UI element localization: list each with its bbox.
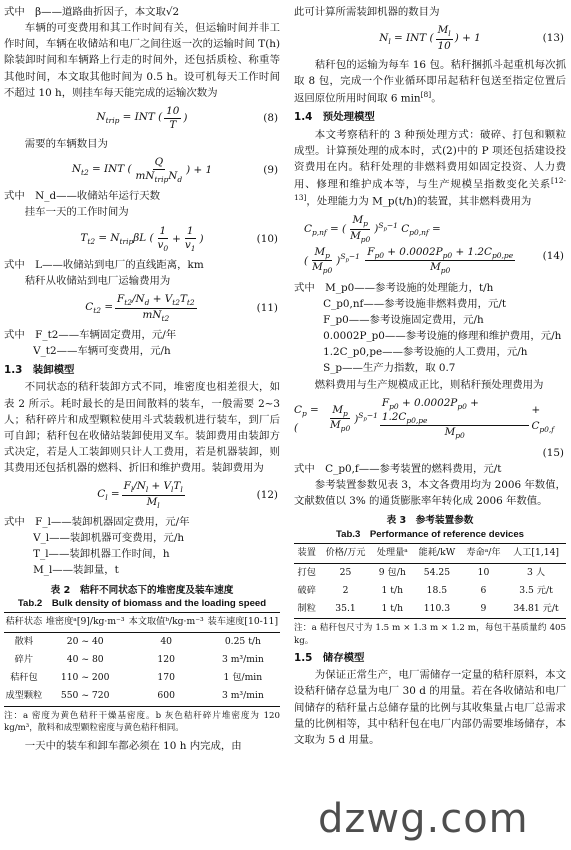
- section-1-4-heading: 1.4 预处理模型: [294, 111, 375, 124]
- text-storage-model: 为保证正常生产，电厂需储存一定量的秸秆原料，本文设秸秆储存总量为电厂 30 d 的用量。若在各收储站和电厂间储存的秸秆量占总储存量的比例与其收集量占电厂总需求量的比例相等，其中秸秆包在电厂内部仍需要堆场储存，本文取为 5 d 用量。: [294, 669, 566, 746]
- table-cell: 40: [160, 635, 173, 647]
- table-cell: 110 ~ 200: [60, 672, 110, 684]
- equation-12: $C_l$ = $\frac{F_l/N_l + V_lT_l}{M_l}$ (12): [97, 480, 278, 510]
- equation-9-number: (9): [263, 164, 278, 177]
- table-cell: 20 ~ 40: [66, 635, 104, 647]
- table-cell: 40 ~ 80: [66, 653, 104, 665]
- equation-14-number: (14): [542, 250, 564, 263]
- equation-11-number: (11): [256, 302, 278, 315]
- table-cell: 600: [157, 690, 175, 702]
- def-ft2: 式中 F_t2——车辆固定费用，元/年: [4, 329, 177, 342]
- watermark-logo: dzwg.com: [318, 796, 529, 842]
- table-2-caption-en: Tab.2 Bulk density of biomass and the loading speed: [17, 597, 267, 609]
- text-loading-time: 一天中的装车和卸车都必须在 10 h 内完成，由: [24, 739, 242, 752]
- table-cell: 0.25 t/h: [224, 635, 261, 647]
- table-3-header-cell: 价格/万元: [325, 547, 366, 559]
- table-cell: 35.1: [335, 603, 356, 614]
- table-cell: 秸秆包: [10, 672, 38, 684]
- equation-13: $N_l$ = INT ( $\frac{M_l}{10}$ ) + 1 (13): [379, 24, 564, 52]
- table-cell: 120: [157, 653, 175, 665]
- equation-10: $T_{t2} = N_{trip}\beta L$ ( $\frac{1}{v_0}$ + $\frac{1}{v_1}$ ) (10): [80, 224, 278, 253]
- table-cell: 10: [477, 566, 490, 578]
- table-cell: 6: [480, 584, 487, 596]
- table-cell: 9 包/h: [378, 566, 406, 578]
- equation-9: $N_{t2}$ = INT ( $\frac{Q}{mN_{trip}N_d}$ ) + 1 (9): [71, 155, 278, 184]
- table-cell: 1 包/min: [223, 672, 263, 684]
- def-mp0: 式中 M_p0——参考设施的处理能力，t/h: [294, 281, 494, 294]
- table-cell: 170: [157, 672, 175, 684]
- table-cell: 3.5 元/t: [519, 584, 553, 596]
- table-2-header-cell: 堆密度ᵃ[9]/kg·m⁻³: [45, 616, 125, 628]
- equation-12-number: (12): [256, 489, 278, 502]
- text-work-time: 挂车一天的工作时间为: [24, 206, 129, 219]
- table-3-caption-en: Tab.3 Performance of reference devices: [335, 528, 525, 540]
- section-1-5-heading: 1.5 储存模型: [294, 652, 365, 665]
- text-reference-params: 参考装置参数见表 3，本文各费用均为 2006 年数值，文献数值以 3% 的通货膨胀率年转化成 2006 年数值。: [294, 479, 566, 508]
- table-3-header-row: [294, 544, 566, 563]
- table-3-note: 注：a 秸秆包尺寸为 1.5 m × 1.3 m × 1.2 m，每包干基质量约 405 kg。: [294, 623, 566, 646]
- text-transport-cost: 秸秆从收储站到电厂运输费用为: [24, 275, 171, 288]
- right-column: [294, 4, 566, 748]
- table-cell: 1 t/h: [381, 584, 403, 596]
- text-loading-model: 不同状态的秸秆装卸方式不同，堆密度也相差很大，如表 2 所示。耗时最长的是田间散料的装车，一般需要 2~3 人；秸秆碎片和成型颗粒使用斗式装载机进行装车，到厂后可自卸；秸秆包在收储站装卸使用叉车。装卸费用由装卸方式决定，若是人工装卸则只计人工费用，若是机器装卸，则其费用还包括机器的燃料、折旧和维护费用。装卸费用为: [4, 381, 280, 475]
- table-row: [4, 687, 280, 706]
- table-3: [294, 514, 566, 647]
- table-row: [4, 651, 280, 669]
- equation-8: $N_{trip}$ = INT ( $\frac{10}{T}$ ) (8): [96, 104, 278, 131]
- table-row: [4, 669, 280, 687]
- table-2-header-cell: 秸秆状态: [5, 616, 43, 628]
- table-row: [4, 632, 280, 651]
- left-column: [4, 4, 280, 754]
- table-row: [294, 582, 566, 600]
- equation-10-number: (10): [256, 232, 278, 245]
- table-row: [294, 600, 566, 619]
- equation-11: $C_{t2}$ = $\frac{F_{t2}/N_d + V_{t2}T_{t2}}{mN_{t2}}$ (11): [85, 293, 278, 323]
- def-vl: V_l——装卸机器可变费用，元/h: [33, 532, 185, 545]
- table-cell: 550 ~ 720: [60, 690, 110, 702]
- table-2-header-cell: 本文取值ᵇ/kg·m⁻³: [128, 616, 204, 628]
- table-3-grid: [294, 543, 566, 619]
- def-cf: 式中 C_p0,f——参考装置的燃料费用，元/t: [294, 463, 502, 476]
- def-sp: S_p——生产力指数，取 0.7: [323, 362, 456, 375]
- text-loader-count: 此可计算所需装卸机器的数目为: [294, 6, 440, 18]
- table-3-header-cell: 处理量ᵃ: [376, 547, 408, 559]
- table-cell: 54.25: [423, 566, 451, 578]
- table-2-grid: [4, 612, 280, 706]
- text-preprocess-model: 本文考察秸秆的 3 种预处理方式：破碎、打包和颗粒成型。计算预处理的成本时，式(2)中的 P 项还包括建设投资费用在内。秸秆处理的非燃料费用如固定投资、人力费用、修理和维护成本等，与生产规模呈指数变化关系[12-13]，处理能力为 M_p(t/h)的装置，其非燃料费用为: [294, 128, 566, 208]
- citation: [8]: [420, 89, 432, 99]
- table-2-header-row: [4, 613, 280, 632]
- text-transport-time: 车辆的可变费用和其工作时间有关，但运输时间并非工作时间，车辆在收储站和电厂之间往返一次的运输时间 T(h)除装卸时间和车辆路上行走的时间外，还包括质检、称重等其他时间，本文取其他时间为 0.5 h。设可机每天工作时间不超过 10 h，则挂车每天能完成的运输次数为: [4, 22, 280, 99]
- table-cell: 3 m³/min: [221, 690, 264, 702]
- def-labor: 1.2C_p0,pe——参考设施的人工费用，元/h: [323, 346, 528, 359]
- equation-14: $C_{p,nf}$ = ( $\frac{M_p}{M_{p0}}$ )$^{S_p-1}$ $C_{p0,nf}$ = ( $\frac{M_p}{M_{p0}}$ )$^{S_p-1}$ $\frac{F_{p0} + 0.0002P_{p0} + 1.2C_{p0,pe}}{M_{p0}}$ (14): [304, 214, 564, 276]
- text-fuel-cost: 燃料费用与生产规模成正比，则秸秆预处理费用为: [314, 378, 544, 391]
- table-2: [4, 584, 280, 735]
- def-nd: 式中 N_d——收储站年运行天数: [4, 190, 161, 203]
- table-cell: 2: [342, 584, 349, 596]
- table-cell: 制粒: [297, 603, 316, 614]
- def-cnf: C_p0,nf——参考设施非燃料费用，元/t: [323, 297, 507, 310]
- table-cell: 25: [339, 566, 352, 578]
- text-bale-transport: 秸秆包的运输为每车 16 包。秸秆捆抓斗起重机每次抓取 8 包，完成一个作业循环即吊起秸秆包送至指定位置后返回原位所用时间取 6 min[8]。: [294, 58, 566, 105]
- table-2-caption: 表 2 秸秆不同状态下的堆密度及装车速度: [50, 584, 234, 596]
- equation-15: $C_p$ = ( $\frac{M_p}{M_{p0}}$ )$^{S_p-1}$ $\frac{F_{p0} + 0.0002P_{p0} + 1.2C_{p0,pe}}{M_{p0}}$ + $C_{p0,f}$: [294, 396, 555, 441]
- table-cell: 1 t/h: [381, 603, 403, 614]
- citation: [12-13]: [294, 175, 566, 203]
- def-repair: 0.0002P_p0——参考设施的修理和维护费用，元/h: [323, 330, 562, 343]
- table-row: [294, 563, 566, 582]
- text-beta-def: 式中 β——道路曲折因子，本文取√2: [4, 6, 180, 18]
- table-2-header-cell: 装车速度[10-11]: [207, 616, 279, 628]
- def-fp0: F_p0——参考设施固定费用，元/h: [323, 314, 484, 327]
- table-cell: 18.5: [426, 584, 448, 596]
- table-3-header-cell: 寿命ᵃ/年: [466, 547, 501, 559]
- table-cell: 9: [480, 603, 487, 614]
- table-cell: 碎片: [14, 653, 34, 665]
- equation-8-number: (8): [263, 112, 278, 125]
- def-vt2: V_t2——车辆可变费用，元/h: [33, 345, 171, 358]
- table-cell: 打包: [297, 566, 316, 578]
- table-3-header-cell: 能耗/kW: [418, 547, 456, 559]
- table-3-header-cell: 装置: [297, 547, 316, 559]
- def-tl: T_l——装卸机器工作时间，h: [33, 548, 170, 561]
- def-l: 式中 L——收储站到电厂的直线距离，km: [4, 258, 204, 271]
- table-cell: 散料: [14, 635, 34, 647]
- equation-15-number: (15): [542, 446, 564, 459]
- table-cell: 破碎: [297, 584, 316, 596]
- text-vehicle-count: 需要的车辆数目为: [24, 137, 108, 150]
- table-3-header-cell: 人工[1,14]: [513, 547, 560, 559]
- table-cell: 34.81 元/t: [513, 603, 559, 614]
- def-fl: 式中 F_l——装卸机器固定费用，元/年: [4, 516, 190, 529]
- table-cell: 成型颗粒: [5, 690, 43, 702]
- section-1-3-heading: 1.3 装卸模型: [4, 364, 75, 377]
- table-cell: 3 人: [527, 566, 546, 578]
- table-2-note: 注：a 密度为黄色秸秆干燥基密度。b 灰色秸秆碎片堆密度为 120 kg/m³，散料和成型颗粒密度与黄色秸秆相同。: [4, 710, 280, 734]
- table-3-caption: 表 3 参考装置参数: [386, 515, 474, 527]
- equation-13-number: (13): [542, 32, 564, 45]
- def-ml: M_l——装卸量，t: [33, 564, 119, 577]
- table-cell: 3 m³/min: [221, 653, 264, 665]
- table-cell: 110.3: [423, 603, 451, 614]
